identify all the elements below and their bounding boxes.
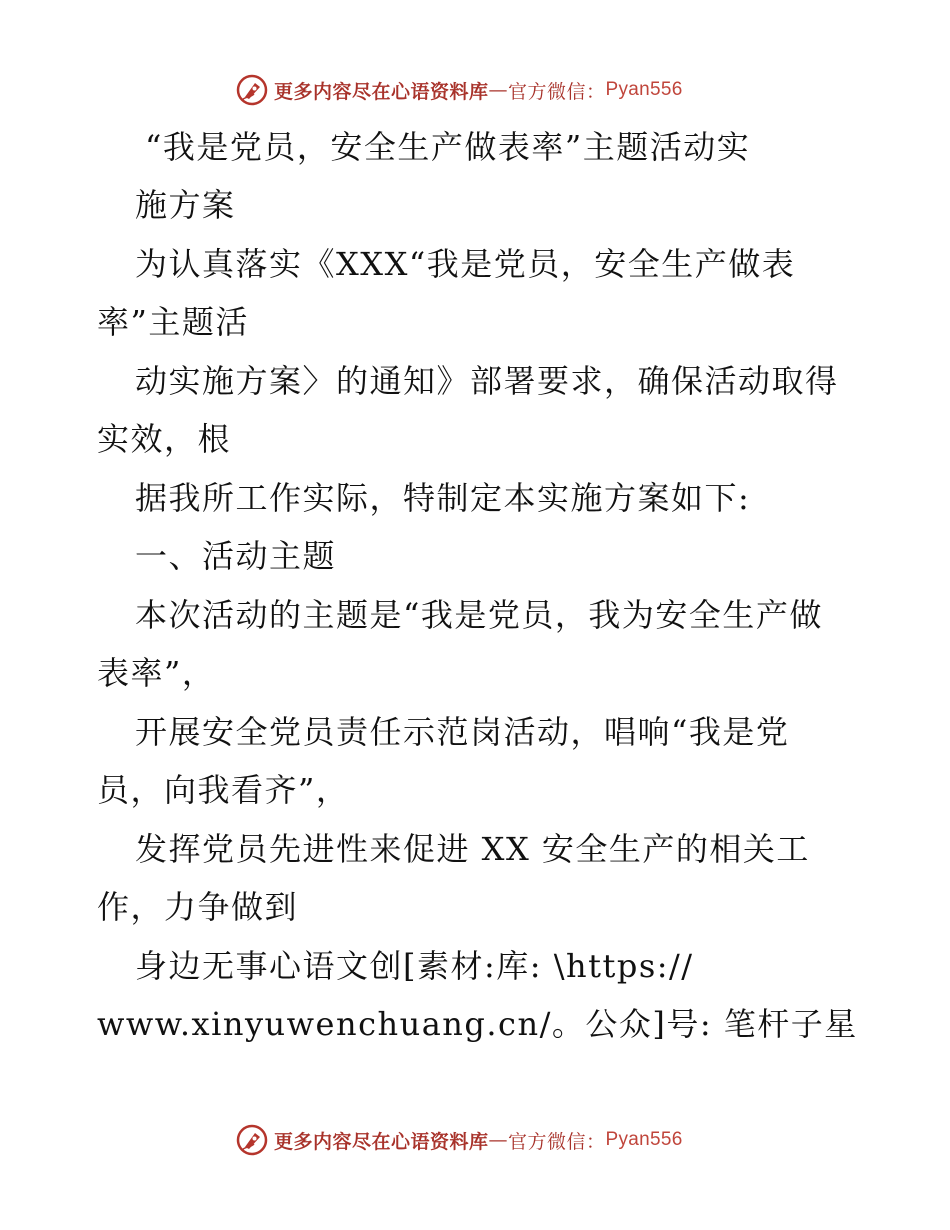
body-text-line: 本次活动的主题是“我是党员，我为安全生产做 [135,596,823,634]
document-title-line-1: “我是党员，安全生产做表率”主题活动实 [145,128,751,166]
body-text-line: 员，向我看齐”， [97,771,350,809]
body-text-line: 开展安全党员责任示范岗活动，唱响“我是党 [135,713,790,751]
watermark-banner-top [236,73,683,107]
body-text-line: 率”主题活 [97,303,249,341]
watermark-title: 更多内容尽在心语资料库 [274,1130,489,1153]
pen-nib-logo-icon [236,74,268,106]
watermark-title: 更多内容尽在心语资料库 [274,80,489,103]
body-text-line: 动实施方案〉的通知》部署要求，确保活动取得 [135,362,839,400]
body-text-line: 身边无事心语文创[素材:库: \https:// [135,947,694,985]
watermark-id: Pyan556 [605,1129,683,1150]
watermark-separator: — [488,79,509,101]
watermark-id: Pyan556 [605,79,683,100]
section-heading: 一、活动主题 [135,537,337,575]
watermark-banner-bottom [236,1123,683,1157]
watermark-separator: — [488,1129,509,1151]
body-text-line: 作，力争做到 [97,888,299,926]
body-text-line: www.xinyuwenchuang.cn/。公众]号: 笔杆子星 [97,1005,858,1043]
watermark-subtitle: 官方微信： [508,1130,606,1153]
pen-nib-logo-icon [236,1124,268,1156]
document-title-line-2: 施方案 [135,186,236,224]
watermark-subtitle: 官方微信： [508,80,606,103]
body-text-line: 据我所工作实际，特制定本实施方案如下: [135,479,751,517]
body-text-line: 为认真落实《XXX“我是党员，安全生产做表 [135,245,796,283]
body-text-line: 实效，根 [97,420,232,458]
body-text-line: 表率”， [97,654,216,692]
body-text-line: 发挥党员先进性来促进 XX 安全生产的相关工 [135,830,810,868]
